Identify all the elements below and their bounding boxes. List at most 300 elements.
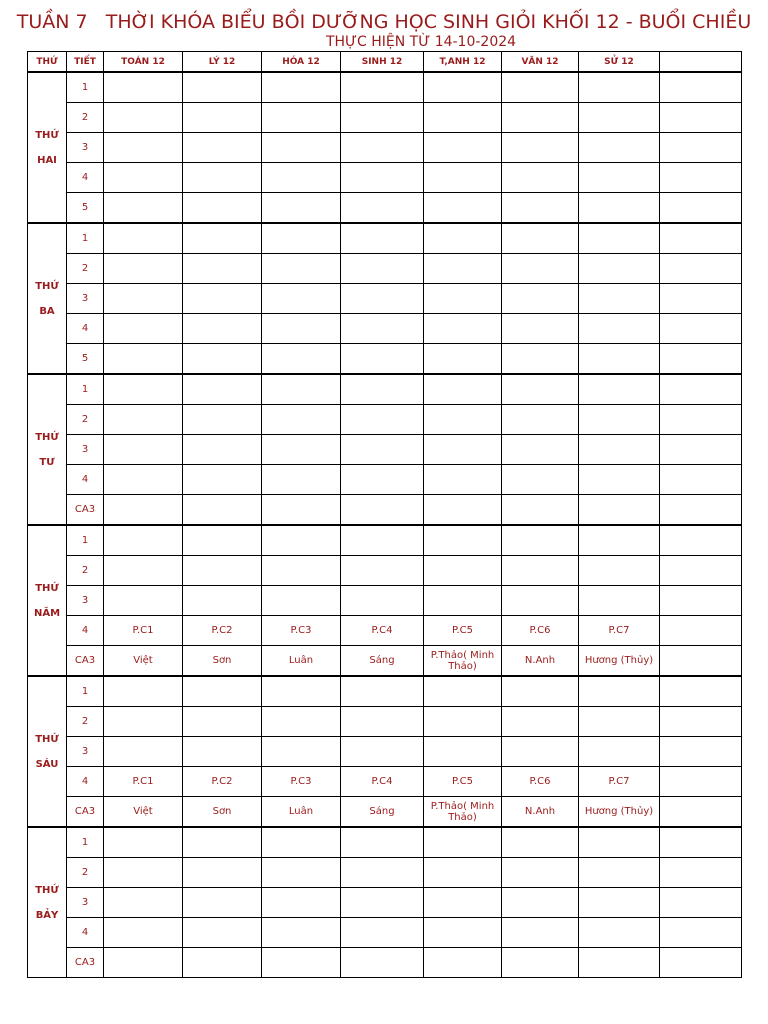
schedule-cell [424,163,502,193]
schedule-cell [104,374,183,405]
day-cell [28,827,67,978]
period-cell: 4 [67,918,104,948]
schedule-cell [660,223,742,254]
schedule-cell [424,525,502,556]
day-label-line1: THỨ [35,733,59,745]
schedule-cell [502,374,579,405]
schedule-cell [183,72,262,103]
table-row [28,405,742,435]
schedule-cell [341,676,424,707]
table-row [28,133,742,163]
schedule-cell [104,284,183,314]
schedule-cell [262,223,341,254]
schedule-cell: Sáng [341,797,424,828]
schedule-cell: N.Anh [502,646,579,677]
schedule-cell [502,435,579,465]
table-row [28,525,742,556]
period-cell: 2 [67,858,104,888]
schedule-cell: Hương (Thủy) [579,646,660,677]
schedule-cell [341,133,424,163]
schedule-cell [424,314,502,344]
schedule-cell [660,888,742,918]
schedule-cell [502,163,579,193]
schedule-cell [104,72,183,103]
schedule-cell [660,103,742,133]
schedule-cell [104,435,183,465]
period-cell: 3 [67,737,104,767]
schedule-cell [341,223,424,254]
schedule-cell [104,314,183,344]
schedule-cell [183,586,262,616]
schedule-cell [424,435,502,465]
table-row [28,858,742,888]
schedule-cell [502,918,579,948]
schedule-cell: P.C5 [424,767,502,797]
timetable [27,51,742,978]
schedule-cell [262,314,341,344]
schedule-cell [579,103,660,133]
schedule-cell [341,163,424,193]
schedule-cell: Hương (Thủy) [579,797,660,828]
schedule-cell [424,827,502,858]
schedule-cell [660,858,742,888]
schedule-cell [660,525,742,556]
schedule-cell [262,888,341,918]
schedule-cell [104,556,183,586]
period-cell: 2 [67,254,104,284]
table-row [28,737,742,767]
schedule-cell [579,193,660,224]
schedule-cell [341,314,424,344]
schedule-cell: Việt [104,797,183,828]
schedule-cell [424,344,502,375]
schedule-cell: P.Thảo( Minh Thảo) [424,797,502,828]
schedule-cell [424,888,502,918]
schedule-cell [424,223,502,254]
schedule-cell [341,918,424,948]
schedule-cell [341,435,424,465]
table-row [28,767,742,797]
column-header: TOÁN 12 [104,52,183,73]
schedule-cell [104,586,183,616]
schedule-cell [424,374,502,405]
table-row [28,72,742,103]
schedule-cell [341,374,424,405]
schedule-cell [104,707,183,737]
schedule-cell [660,707,742,737]
period-cell: 1 [67,827,104,858]
schedule-cell [579,223,660,254]
day-label-line2: TƯ [39,456,55,468]
schedule-cell [660,314,742,344]
schedule-cell [183,344,262,375]
schedule-cell [579,918,660,948]
schedule-cell [424,948,502,978]
schedule-cell: Luân [262,797,341,828]
period-cell: 2 [67,707,104,737]
schedule-cell [579,465,660,495]
schedule-cell [341,254,424,284]
schedule-cell [262,525,341,556]
schedule-cell [262,344,341,375]
schedule-cell [424,405,502,435]
schedule-cell [262,405,341,435]
schedule-cell [104,918,183,948]
schedule-cell [502,495,579,526]
schedule-cell [104,254,183,284]
schedule-cell [183,465,262,495]
schedule-cell [183,676,262,707]
schedule-cell [341,888,424,918]
column-header: SINH 12 [341,52,424,73]
schedule-cell [424,858,502,888]
period-cell: CA3 [67,646,104,677]
schedule-cell [660,616,742,646]
schedule-cell [341,193,424,224]
schedule-cell [183,827,262,858]
table-row [28,827,742,858]
schedule-cell [262,586,341,616]
day-cell [28,676,67,827]
schedule-cell [502,405,579,435]
schedule-cell [660,72,742,103]
schedule-cell [341,586,424,616]
schedule-cell: Luân [262,646,341,677]
schedule-cell [502,948,579,978]
schedule-cell [104,676,183,707]
table-row [28,223,742,254]
schedule-cell [660,737,742,767]
schedule-cell [262,827,341,858]
period-cell: 3 [67,133,104,163]
period-cell: 2 [67,405,104,435]
schedule-cell [183,948,262,978]
schedule-cell [104,344,183,375]
period-cell: CA3 [67,948,104,978]
schedule-cell [104,858,183,888]
schedule-cell [579,495,660,526]
schedule-cell [183,405,262,435]
table-row [28,797,742,828]
schedule-cell: P.C1 [104,767,183,797]
period-cell: 3 [67,586,104,616]
schedule-cell [660,254,742,284]
column-header: T,ANH 12 [424,52,502,73]
schedule-cell [424,284,502,314]
schedule-cell [502,254,579,284]
day-label-line1: THỨ [35,129,59,141]
schedule-cell [579,314,660,344]
day-cell [28,223,67,374]
table-row [28,707,742,737]
schedule-cell [502,556,579,586]
schedule-cell [262,465,341,495]
column-header: THỨ [28,52,67,73]
schedule-cell: Sáng [341,646,424,677]
period-cell: 4 [67,767,104,797]
schedule-cell [262,918,341,948]
schedule-cell [104,465,183,495]
table-row [28,556,742,586]
schedule-cell [660,495,742,526]
schedule-cell [262,72,341,103]
schedule-cell [104,827,183,858]
day-cell [28,72,67,223]
schedule-cell [262,435,341,465]
schedule-cell [579,374,660,405]
schedule-cell [579,556,660,586]
schedule-cell [502,314,579,344]
schedule-cell: P.C3 [262,616,341,646]
schedule-cell [579,888,660,918]
schedule-cell [183,374,262,405]
schedule-cell [502,858,579,888]
schedule-cell [579,676,660,707]
schedule-cell [183,103,262,133]
schedule-cell: P.C7 [579,616,660,646]
day-label-line2: HAI [37,154,57,166]
schedule-cell: P.C5 [424,616,502,646]
table-row [28,435,742,465]
column-header: SỬ 12 [579,52,660,73]
schedule-cell [183,133,262,163]
schedule-cell [424,103,502,133]
period-cell: 5 [67,193,104,224]
schedule-cell: Sơn [183,646,262,677]
schedule-cell [502,344,579,375]
schedule-cell [262,707,341,737]
schedule-cell [262,103,341,133]
schedule-cell [660,133,742,163]
schedule-cell [183,556,262,586]
day-label-line1: THỨ [35,582,59,594]
schedule-cell [262,254,341,284]
table-row [28,586,742,616]
period-cell: 1 [67,72,104,103]
schedule-cell [183,435,262,465]
schedule-cell [502,888,579,918]
schedule-cell [424,193,502,224]
schedule-cell [183,525,262,556]
schedule-cell [660,948,742,978]
schedule-cell [660,797,742,828]
schedule-cell: P.C6 [502,767,579,797]
schedule-cell [341,495,424,526]
period-cell: 3 [67,435,104,465]
schedule-cell [104,737,183,767]
period-cell: 1 [67,223,104,254]
table-row [28,888,742,918]
schedule-cell [579,435,660,465]
schedule-cell [502,133,579,163]
schedule-cell: P.C3 [262,767,341,797]
schedule-cell [579,72,660,103]
schedule-cell [341,556,424,586]
table-row [28,374,742,405]
schedule-cell [660,405,742,435]
schedule-cell [424,133,502,163]
schedule-cell [424,918,502,948]
day-label-line1: THỨ [35,884,59,896]
schedule-cell: Việt [104,646,183,677]
schedule-cell [660,435,742,465]
table-row [28,284,742,314]
schedule-cell [262,858,341,888]
schedule-cell [502,525,579,556]
schedule-cell [104,405,183,435]
day-cell [28,525,67,676]
schedule-cell [104,948,183,978]
period-cell: 1 [67,525,104,556]
schedule-cell: P.Thảo( Minh Thảo) [424,646,502,677]
schedule-cell: P.C7 [579,767,660,797]
schedule-cell [579,858,660,888]
schedule-cell [660,193,742,224]
schedule-cell [341,525,424,556]
schedule-cell [660,344,742,375]
period-cell: 4 [67,163,104,193]
schedule-cell [341,344,424,375]
schedule-cell [502,676,579,707]
schedule-cell [424,737,502,767]
schedule-cell [183,918,262,948]
schedule-cell [502,284,579,314]
schedule-cell: P.C2 [183,616,262,646]
schedule-cell [502,103,579,133]
day-label-line1: THỨ [35,431,59,443]
period-cell: 4 [67,465,104,495]
schedule-cell: P.C4 [341,767,424,797]
table-row [28,254,742,284]
schedule-cell [579,586,660,616]
schedule-cell [341,948,424,978]
schedule-cell [262,133,341,163]
schedule-cell [424,586,502,616]
schedule-cell [262,284,341,314]
schedule-cell [579,133,660,163]
schedule-cell [104,495,183,526]
period-cell: 2 [67,556,104,586]
schedule-cell [183,193,262,224]
schedule-cell: N.Anh [502,797,579,828]
period-cell: 4 [67,314,104,344]
column-header: TIẾT [67,52,104,73]
schedule-cell [341,72,424,103]
column-header: LÝ 12 [183,52,262,73]
schedule-cell [341,827,424,858]
schedule-cell [104,525,183,556]
schedule-cell [262,495,341,526]
schedule-cell [341,103,424,133]
schedule-cell [341,465,424,495]
schedule-cell [262,948,341,978]
schedule-cell [183,163,262,193]
column-header: VĂN 12 [502,52,579,73]
schedule-cell [579,254,660,284]
schedule-cell [660,163,742,193]
table-row [28,344,742,375]
schedule-cell: P.C4 [341,616,424,646]
schedule-cell [104,888,183,918]
schedule-cell [104,133,183,163]
period-cell: 3 [67,888,104,918]
schedule-cell [660,918,742,948]
schedule-cell [660,827,742,858]
schedule-cell [183,254,262,284]
schedule-cell [341,737,424,767]
schedule-cell [341,405,424,435]
day-label-line2: BA [39,305,55,317]
schedule-cell: P.C2 [183,767,262,797]
schedule-cell [341,707,424,737]
schedule-cell [183,888,262,918]
schedule-cell [183,737,262,767]
schedule-cell [579,344,660,375]
page-title: TUẦN 7 THỜI KHÓA BIỂU BỒI DƯỠNG HỌC SINH GIỎI KHỐI 12 - BUỔI CHIỀU [16,11,752,33]
period-cell: 4 [67,616,104,646]
schedule-cell [502,827,579,858]
schedule-cell [579,525,660,556]
schedule-cell [660,465,742,495]
day-label-line2: SÁU [35,758,59,770]
schedule-cell [183,707,262,737]
schedule-cell [502,707,579,737]
period-cell: 2 [67,103,104,133]
schedule-cell [502,586,579,616]
schedule-cell [660,374,742,405]
schedule-cell [262,676,341,707]
table-row [28,948,742,978]
header-row [28,52,742,73]
schedule-cell [660,284,742,314]
schedule-cell [183,858,262,888]
schedule-cell [660,676,742,707]
table-row [28,163,742,193]
column-header [660,52,742,73]
table-row [28,676,742,707]
schedule-cell [262,556,341,586]
schedule-cell [341,284,424,314]
schedule-cell [502,193,579,224]
table-row [28,616,742,646]
schedule-cell [579,405,660,435]
schedule-cell [183,223,262,254]
schedule-cell [424,676,502,707]
schedule-cell [104,163,183,193]
period-cell: CA3 [67,797,104,828]
schedule-cell [579,707,660,737]
schedule-cell [502,737,579,767]
schedule-cell [424,495,502,526]
schedule-cell [424,707,502,737]
schedule-cell [579,163,660,193]
schedule-cell [104,193,183,224]
schedule-cell [262,374,341,405]
schedule-cell [579,284,660,314]
table-row [28,918,742,948]
day-label-line2: BẢY [35,909,59,921]
page-subtitle: THỰC HIỆN TỪ 14-10-2024 [325,34,517,50]
schedule-cell [579,737,660,767]
schedule-cell [262,737,341,767]
table-row [28,495,742,526]
schedule-cell [660,767,742,797]
column-header: HÓA 12 [262,52,341,73]
schedule-cell [579,948,660,978]
day-cell [28,374,67,525]
schedule-cell [262,193,341,224]
schedule-cell [104,223,183,254]
